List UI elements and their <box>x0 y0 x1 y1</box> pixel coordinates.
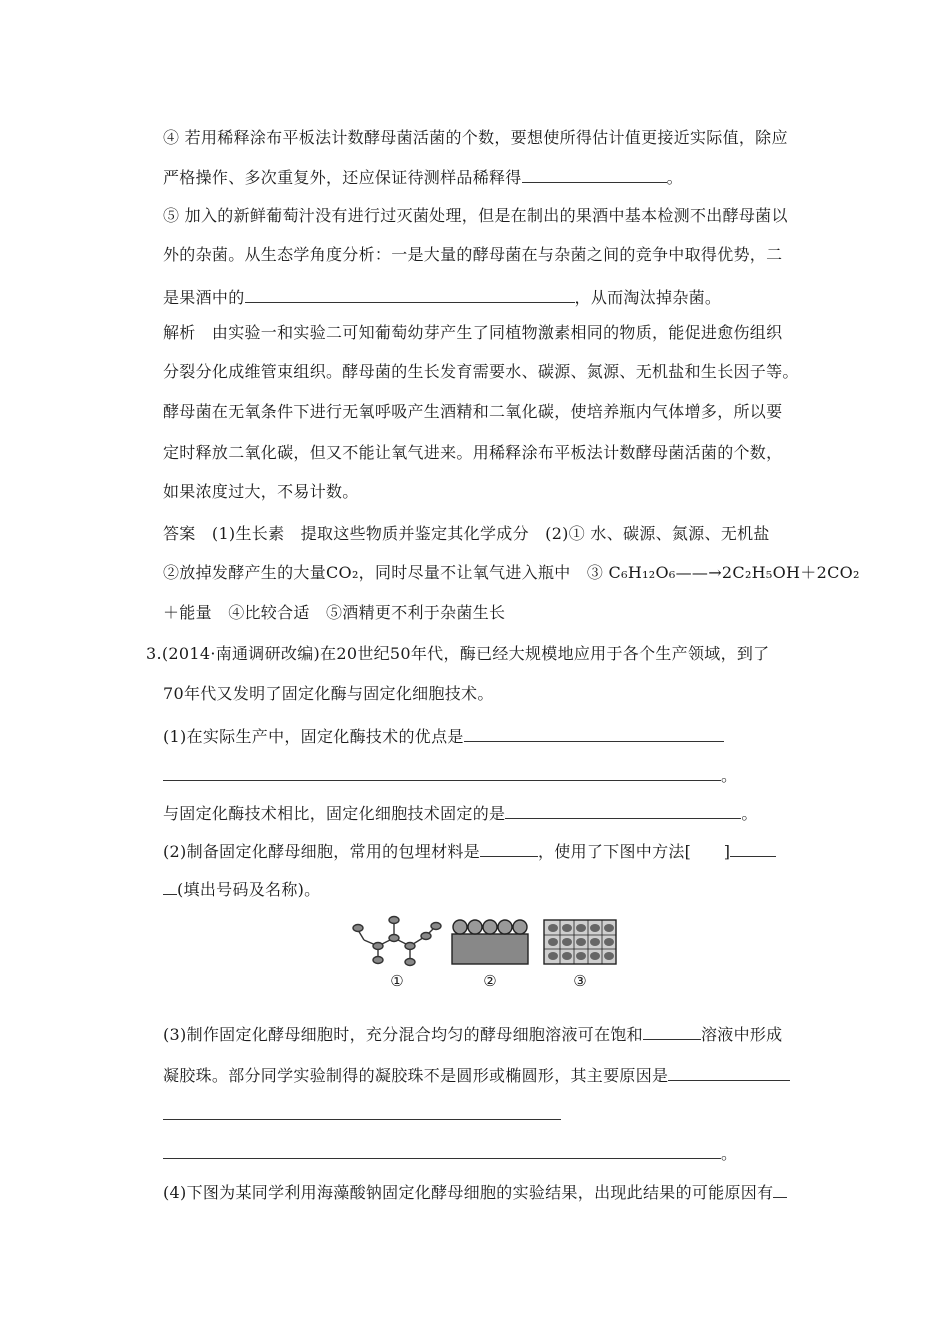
text-line <box>163 1103 561 1125</box>
text-line: 70年代又发明了固定化酶与固定化细胞技术。 <box>163 684 494 703</box>
answer-blank[interactable] <box>163 1103 561 1120</box>
answer-blank[interactable] <box>522 166 667 183</box>
answer-blank[interactable] <box>643 1023 701 1040</box>
text-line: 。 <box>163 1142 737 1164</box>
text-line: 与固定化酶技术相比，固定化细胞技术固定的是 。 <box>163 804 758 823</box>
text-line: 严格操作、多次重复外，还应保证待测样品稀释得 。 <box>163 168 683 187</box>
immobilization-methods-figure <box>350 912 620 994</box>
analysis-heading: 解析 由实验一和实验二可知葡萄幼芽产生了同植物激素相同的物质，能促进愈伤组织 <box>163 323 783 342</box>
text-line: (2)制备固定化酵母细胞，常用的包埋材料是 ，使用了下图中方法[ ] <box>163 840 776 862</box>
answer-blank[interactable] <box>668 1064 790 1081</box>
figure-label-2: ② <box>483 972 497 990</box>
answer-heading: 答案 (1)生长素 提取这些物质并鉴定其化学成分 (2)① 水、碳源、氮源、无机盐 <box>163 524 770 543</box>
text-line: ＋能量 ④比较合适 ⑤酒精更不利于杂菌生长 <box>163 603 506 622</box>
method-2-physical-adsorption <box>452 920 528 964</box>
answer-blank[interactable] <box>505 802 741 819</box>
figure-label-1: ① <box>390 972 404 990</box>
text-line: ④ 若用稀释涂布平板法计数酵母菌活菌的个数，要想使所得估计值更接近实际值，除应 <box>163 128 788 147</box>
method-1-chemical-bonding <box>353 917 441 966</box>
figure-label-3: ③ <box>573 972 587 990</box>
answer-blank[interactable] <box>245 286 575 303</box>
text-line: 凝胶珠。部分同学实验制得的凝胶珠不是圆形或椭圆形，其主要原因是 <box>163 1064 790 1086</box>
text-line: (4)下图为某同学利用海藻酸钠固定化酵母细胞的实验结果，出现此结果的可能原因有 <box>163 1181 787 1203</box>
answer-blank[interactable] <box>773 1181 787 1198</box>
text-line: 酵母菌在无氧条件下进行无氧呼吸产生酒精和二氧化碳，使培养瓶内气体增多，所以要 <box>163 402 783 421</box>
question-3-title: 3.(2014·南通调研改编)在20世纪50年代，酶已经大规模地应用于各个生产领域，到了 <box>146 644 770 663</box>
text-line: 。 <box>163 764 737 786</box>
methods-diagram <box>350 912 620 972</box>
answer-blank[interactable] <box>163 878 177 895</box>
answer-blank[interactable] <box>464 725 724 742</box>
text-line: 如果浓度过大，不易计数。 <box>163 482 359 501</box>
text-line: (填出号码及名称)。 <box>163 878 321 900</box>
text-line: 定时释放二氧化碳，但又不能让氧气进来。用稀释涂布平板法计数酵母菌活菌的个数， <box>163 443 783 462</box>
answer-blank[interactable] <box>480 840 538 857</box>
method-3-embedding <box>544 920 616 964</box>
answer-blank[interactable] <box>730 840 776 857</box>
answer-blank[interactable] <box>163 1142 721 1159</box>
text-line: 是果酒中的 ，从而淘汰掉杂菌。 <box>163 288 722 307</box>
text-line: (1)在实际生产中，固定化酶技术的优点是 <box>163 725 724 747</box>
text-line: ⑤ 加入的新鲜葡萄汁没有进行过灭菌处理，但是在制出的果酒中基本检测不出酵母菌以 <box>163 206 788 225</box>
answer-blank[interactable] <box>163 764 721 781</box>
text-line: 外的杂菌。从生态学角度分析：一是大量的酵母菌在与杂菌之间的竞争中取得优势，二 <box>163 245 783 264</box>
text-line: 分裂分化成维管束组织。酵母菌的生长发育需要水、碳源、氮源、无机盐和生长因子等。 <box>163 362 799 381</box>
text-line: ②放掉发酵产生的大量CO₂，同时尽量不让氧气进入瓶中 ③ C₆H₁₂O₆——→2C₂H₅OH＋2CO₂ <box>163 563 860 582</box>
text-line: (3)制作固定化酵母细胞时，充分混合均匀的酵母细胞溶液可在饱和 溶液中形成 <box>163 1025 783 1044</box>
